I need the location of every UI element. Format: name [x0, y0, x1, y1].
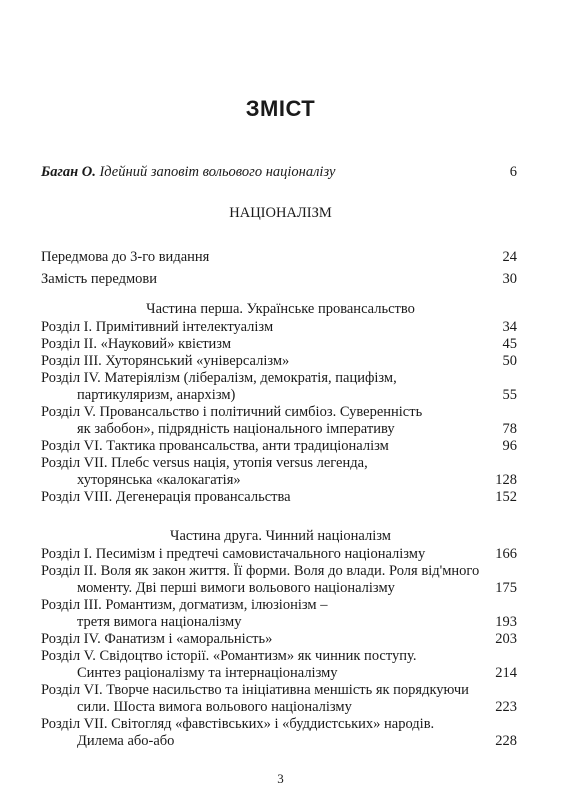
toc-entry-text: Розділ IV. Матеріялізм (лібералізм, демократія, пацифізм, [41, 370, 397, 386]
toc-entry [41, 489, 517, 506]
section-heading: НАЦІОНАЛІЗМ [229, 205, 332, 221]
toc-entry-page: 30 [502, 271, 517, 287]
toc-entry-text: Розділ IV. Фанатизм і «аморальність» [41, 631, 273, 647]
toc-entry-page: 203 [495, 631, 517, 647]
toc-entry-text: Розділ І. Примітивний інтелектуалізм [41, 319, 274, 335]
toc-entry-text: Розділ VII. Світогляд «фавстівських» і «буддистських» народів. [41, 716, 435, 732]
toc-entry-page: 128 [495, 472, 517, 488]
toc-entry [41, 353, 517, 370]
intro-title: Ідейний заповіт вольового націоналізу [99, 164, 336, 180]
toc-entry-text-cont: моменту. Дві перші вимоги вольового націоналізму [77, 580, 395, 596]
toc-entry-text: Передмова до 3-го видання [41, 249, 210, 265]
toc-entry [41, 682, 517, 716]
toc-entry-text: Розділ VI. Творче насильство та ініціативна меншість як порядкуючи [41, 682, 469, 698]
toc-entry [41, 244, 517, 266]
toc-entry [41, 455, 517, 489]
toc-entry [41, 336, 517, 353]
toc-entry-page: 223 [495, 699, 517, 715]
toc-entry-text: Розділ V. Свідоцтво історії. «Романтизм» як чинник поступу. [41, 648, 417, 664]
part1-heading: Частина перша. Українське провансальство [146, 301, 415, 317]
toc-entry [41, 404, 517, 438]
toc-entry-page: 152 [495, 489, 517, 505]
toc-entry [41, 266, 517, 288]
toc-entry-page: 166 [495, 546, 517, 562]
toc-entry-text: Розділ І. Песимізм і предтечі самовистачального націоналізму [41, 546, 426, 562]
front-matter-list [41, 244, 517, 288]
page-title: ЗМІСТ [245, 96, 316, 121]
toc-entry-page: 24 [502, 249, 517, 265]
toc-entry [41, 563, 517, 597]
toc-entry-text-cont: Синтез раціоналізму та інтернаціоналізму [77, 665, 338, 681]
toc-entry [41, 546, 517, 563]
toc-entry [41, 438, 517, 455]
toc-entry-text-cont: сили. Шоста вимога вольового націоналізму [77, 699, 352, 715]
toc-entry-text: Замість передмови [41, 271, 158, 287]
toc-entry [41, 597, 517, 631]
toc-entry-text-cont: як забобон», підрядність національного імперативу [77, 421, 395, 437]
toc-entry-text-cont: Дилема або-або [77, 733, 175, 749]
toc-entry-text: Розділ ІІІ. Хуторянський «універсалізм» [41, 353, 290, 369]
toc-entry [41, 631, 517, 648]
toc-entry-text: Розділ V. Провансальство і політичний симбіоз. Суверенність [41, 404, 423, 420]
toc-entry-page: 214 [495, 665, 517, 681]
toc-entry [41, 648, 517, 682]
toc-entry-page: 34 [502, 319, 517, 335]
page-number: 3 [277, 771, 284, 786]
toc-entry-text-cont: партикуляризм, анархізм) [77, 387, 236, 403]
toc-entry-text: Розділ VII. Плебс versus нація, утопія versus легенда, [41, 455, 368, 471]
toc-entry [41, 716, 517, 750]
toc-entry-page: 175 [495, 580, 517, 596]
toc-entry-text-cont: третя вимога націоналізму [77, 614, 242, 630]
intro-entry [41, 164, 517, 181]
intro-page: 6 [509, 164, 517, 180]
toc-entry-text: Розділ ІІІ. Романтизм, догматизм, ілюзіонізм – [41, 597, 328, 613]
toc-entry-text-cont: хуторянська «калокагатія» [77, 472, 241, 488]
toc-entry-text: Розділ ІІ. Воля як закон життя. Її форми. Воля до влади. Роля від'много [41, 563, 480, 579]
toc-entry-text: Розділ VIII. Дегенерація провансальства [41, 489, 291, 505]
part2-heading: Частина друга. Чинний націоналізм [170, 528, 391, 544]
toc-entry-page: 50 [502, 353, 517, 369]
toc-entry-text: Розділ VI. Тактика провансальства, анти традиціоналізм [41, 438, 389, 454]
toc-entry [41, 370, 517, 404]
part1-list [41, 319, 517, 506]
toc-entry-page: 228 [495, 733, 517, 749]
toc-entry-page: 193 [495, 614, 517, 630]
intro-author: Баган О. [41, 164, 96, 180]
intro-text [41, 164, 335, 181]
part2-list [41, 546, 517, 750]
toc-entry-page: 96 [502, 438, 517, 454]
toc-entry [41, 319, 517, 336]
toc-entry-page: 78 [502, 421, 517, 437]
toc-entry-page: 55 [502, 387, 517, 403]
toc-entry-text: Розділ ІІ. «Науковий» квієтизм [41, 336, 232, 352]
toc-entry-page: 45 [502, 336, 517, 352]
